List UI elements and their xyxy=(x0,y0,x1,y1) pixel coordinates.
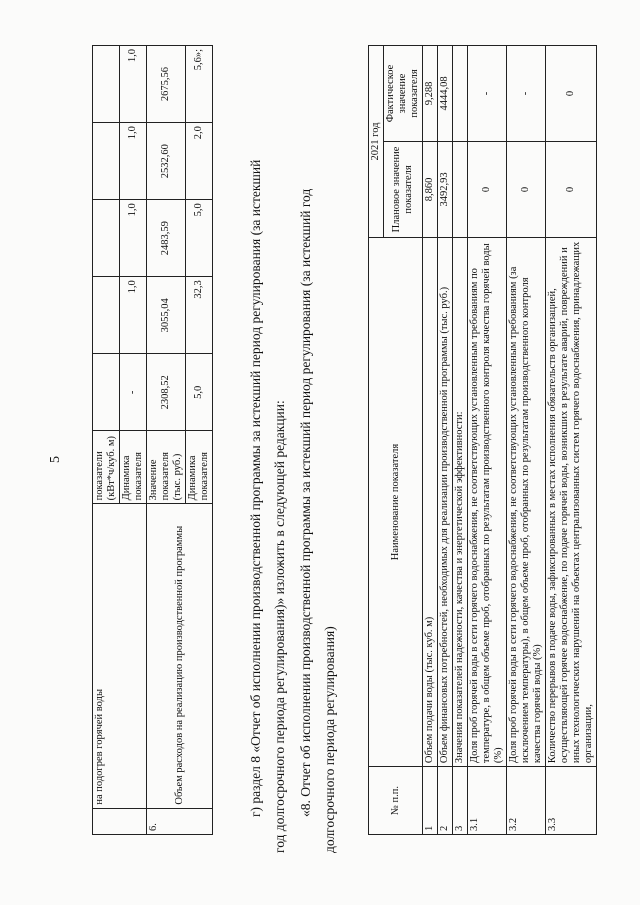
fact-value: 9,288 xyxy=(423,46,438,142)
row-number: 6. xyxy=(147,808,213,834)
row-number: 3 xyxy=(453,767,468,835)
amendment-paragraph-cont: год долгосрочного периода регулирования)» изложить в следующей редакции: xyxy=(272,400,287,853)
row-name: Объем финансовых потребностей, необходимых для реализации производственной программы (тыс. руб.) xyxy=(438,237,453,766)
value-cell: 2308,52 xyxy=(147,354,186,431)
plan-value xyxy=(453,141,468,237)
table-row xyxy=(93,46,120,835)
dynamics-cell: 1,0 xyxy=(120,277,147,354)
section-title-cont: долгосрочного периода регулирования) xyxy=(322,626,337,853)
row-name: на подогрев горячей воды xyxy=(93,504,147,808)
fact-value: - xyxy=(468,46,507,142)
column-header-year: 2021 год xyxy=(369,46,384,238)
dynamics-cell: 32,3 xyxy=(186,277,213,354)
value-cell xyxy=(93,46,120,123)
dynamics-cell: 5,0 xyxy=(186,200,213,277)
value-cell: 3055,04 xyxy=(147,277,186,354)
fact-value: 0 xyxy=(546,46,597,142)
table-row xyxy=(468,46,507,835)
fact-value: 4444,08 xyxy=(438,46,453,142)
table-row xyxy=(453,46,468,835)
header-row xyxy=(369,46,384,835)
value-cell xyxy=(93,277,120,354)
plan-value: 8,860 xyxy=(423,141,438,237)
report-table xyxy=(368,45,597,835)
plan-value: 3492,93 xyxy=(438,141,453,237)
row-name: Доля проб горячей воды в сети горячего водоснабжения, не соответствующих установленным требованиям (за исключением температуры), в общем объеме проб, отобранных по результатам производственного контроля качества горячей воды (%) xyxy=(507,237,546,766)
value-cell xyxy=(93,354,120,431)
dynamics-cell: 1,0 xyxy=(120,200,147,277)
column-header-number: № п.п. xyxy=(369,767,423,835)
row-number: 3.1 xyxy=(468,767,507,835)
row-number xyxy=(93,808,147,834)
value-cell xyxy=(93,200,120,277)
table-row xyxy=(423,46,438,835)
dynamics-cell: - xyxy=(120,354,147,431)
value-cell: 2675,56 xyxy=(147,46,186,123)
row-number: 3.2 xyxy=(507,767,546,835)
table-row xyxy=(438,46,453,835)
row-name: Значения показателей надежности, качества и энергетической эффективности: xyxy=(453,237,468,766)
row-name: Объем подачи воды (тыс. куб. м) xyxy=(423,237,438,766)
column-header-plan: Плановое значение показателя xyxy=(384,141,423,237)
plan-value: 0 xyxy=(507,141,546,237)
table-row xyxy=(507,46,546,835)
column-header-name: Наименование показателя xyxy=(369,237,423,766)
dynamics-cell: 5,0 xyxy=(186,354,213,431)
dynamics-label: Динамика показателя xyxy=(186,431,213,504)
amendment-paragraph: г) раздел 8 «Отчет об исполнении производственной программы за истекший период регулирования (за истекший xyxy=(248,159,263,817)
fact-value: - xyxy=(507,46,546,142)
dynamics-label: Динамика показателя xyxy=(120,431,147,504)
row-number: 1 xyxy=(423,767,438,835)
row-name: Объем расходов на реализацию производственной программы xyxy=(147,504,213,808)
dynamics-cell: 5,6»; xyxy=(186,46,213,123)
unit-label: Значение показателя (тыс. руб.) xyxy=(147,431,186,504)
row-number: 3.3 xyxy=(546,767,597,835)
value-cell xyxy=(93,123,120,200)
dynamics-cell: 1,0 xyxy=(120,46,147,123)
value-cell: 2532,60 xyxy=(147,123,186,200)
value-cell: 2483,59 xyxy=(147,200,186,277)
row-number: 2 xyxy=(438,767,453,835)
plan-value: 0 xyxy=(546,141,597,237)
fact-value xyxy=(453,46,468,142)
dynamics-cell: 1,0 xyxy=(120,123,147,200)
row-name: Количество перерывов в подаче воды, зафиксированных в местах исполнения обязательств организацией, осуществляющей горячее водоснабжение, по подаче горячей воды, возникших в результате аварий, повреждений и иных технологических нарушений на объектах централизованных систем горячего водоснабжения, принадлежащих организации, xyxy=(546,237,597,766)
unit-label: показатели (кВт*ч/куб. м) xyxy=(93,431,120,504)
column-header-fact: Фактическое значение показателя xyxy=(384,46,423,142)
dynamics-cell: 2,0 xyxy=(186,123,213,200)
table-row xyxy=(147,46,186,835)
plan-value: 0 xyxy=(468,141,507,237)
page-number: 5 xyxy=(48,456,63,463)
indicators-table-continued xyxy=(92,45,213,835)
section-title: «8. Отчет об исполнении производственной программы за истекший период регулирования (за истекший год xyxy=(298,188,313,817)
table-row xyxy=(546,46,597,835)
row-name: Доля проб горячей воды в сети горячего водоснабжения, не соответствующих установленным требованиям по температуре, в общем объеме проб, отобранных по результатам производственного контроля качества горячей воды (%) xyxy=(468,237,507,766)
